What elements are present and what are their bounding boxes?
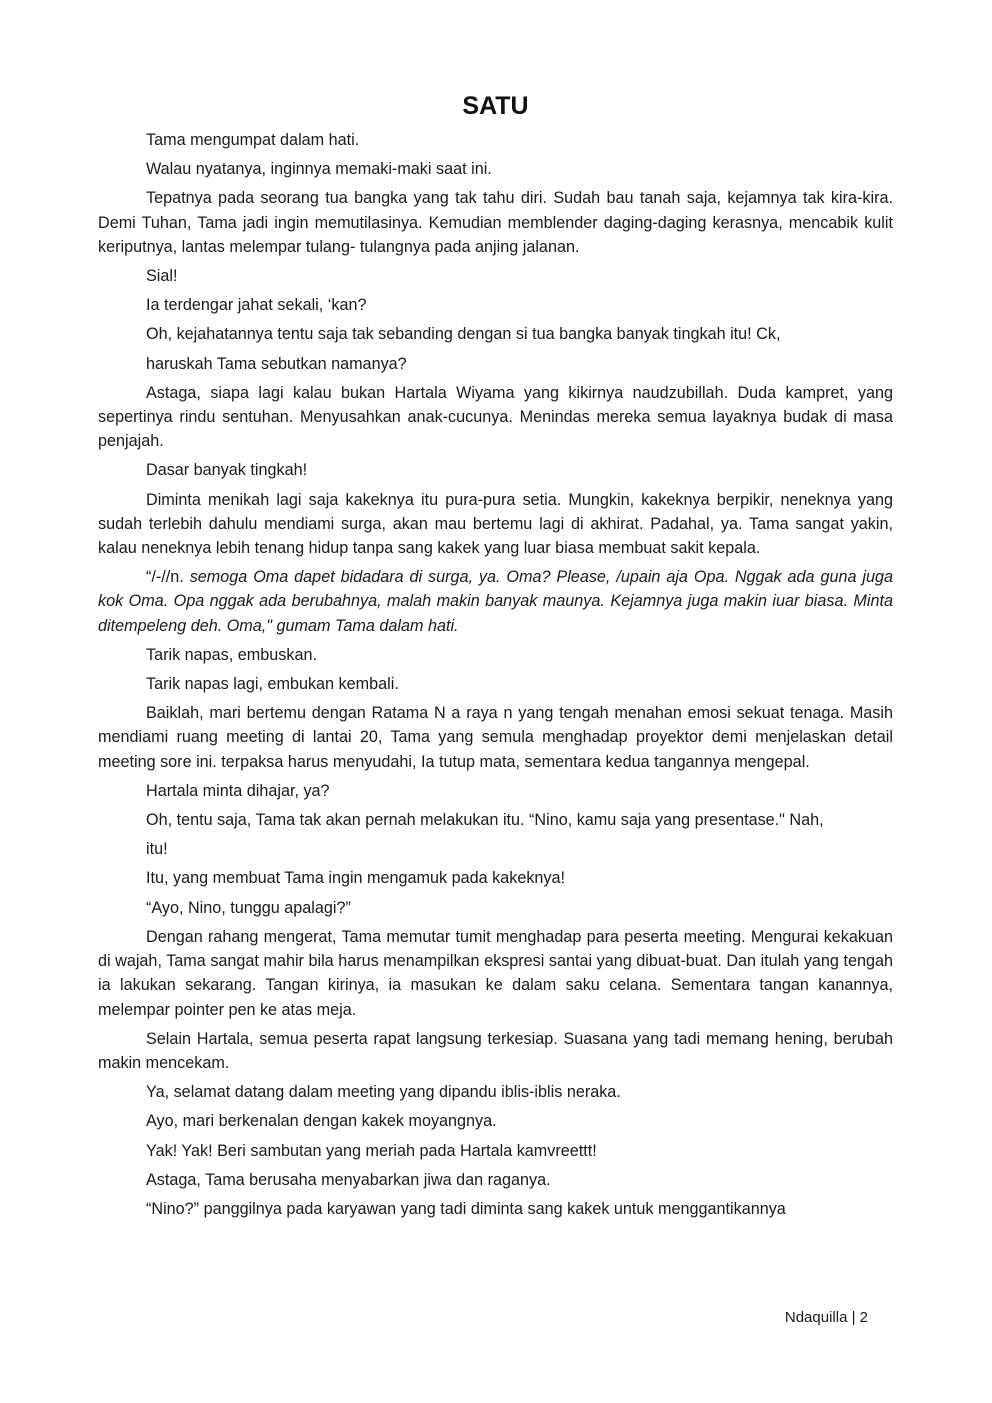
paragraph: “Ayo, Nino, tunggu apalagi?” (146, 898, 351, 917)
page-footer: Ndaquilla | 2 (784, 1309, 868, 1326)
paragraph: Tama mengumpat dalam hati. (146, 131, 360, 149)
paragraph: Diminta menikah lagi saja kakeknya itu pura-pura setia. Mungkin, kakeknya berpikir, neneknya yang sudah terlebih dahulu mendiami surga, akan mau bertemu lagi di akhirat. Padahal, ya. Tama sangat yakin, kalau neneknya lebih tenang hidup tanpa sang kakek yang luar biasa membuat sakit kepala. (98, 490, 893, 558)
document-page (98, 88, 893, 1226)
paragraph: Sial! (146, 267, 178, 286)
paragraph: Oh, tentu saja, Tama tak akan pernah melakukan itu. “Nino, kamu saja yang presentase." Nah, (146, 811, 824, 830)
chapter-title: SATU (462, 92, 529, 120)
paragraph: Walau nyatanya, inginnya memaki-maki saat ini. (146, 160, 492, 179)
paragraph: Selain Hartala, semua peserta rapat langsung terkesiap. Suasana yang tadi memang hening, berubah makin mencekam. (98, 1029, 893, 1072)
paragraph: Astaga, siapa lagi kalau bukan Hartala Wiyama yang kikirnya naudzubillah. Duda kampret, yang sepertinya rindu sentuhan. Menyusahkan anak-cucunya. Menindas mereka semua layaknya budak di masa penjajah. (98, 383, 893, 451)
paragraph: Ia terdengar jahat sekali, ‘kan? (146, 296, 367, 315)
paragraph: itu! (146, 840, 168, 859)
paragraph: Yak! Yak! Beri sambutan yang meriah pada Hartala kamvreettt! (146, 1141, 597, 1160)
paragraph: Ayo, mari berkenalan dengan kakek moyangnya. (146, 1112, 497, 1131)
paragraph: Baiklah, mari bertemu dengan Ratama N a raya n yang tengah menahan emosi sekuat tenaga. Masih mendiami ruang meeting di lantai 20, Tama yang semula menghadap proyektor demi menjelaskan detail meeting sore ini. terpaksa harus menyudahi, Ia tutup mata, sementara kedua tangannya mengepal. (98, 704, 893, 771)
paragraph: Hartala minta dihajar, ya? (146, 781, 330, 800)
paragraph: Astaga, Tama berusaha menyabarkan jiwa dan raganya. (146, 1170, 551, 1189)
paragraph: Oh, kejahatannya tentu saja tak sebanding dengan si tua bangka banyak tingkah itu! Ck, (146, 325, 781, 344)
paragraph: Dasar banyak tingkah! (146, 461, 308, 480)
monologue-lead: “/-//n. (146, 568, 184, 587)
paragraph: “Nino?” panggilnya pada karyawan yang tadi diminta sang kakek untuk menggantikannya (146, 1199, 786, 1218)
paragraph: Tepatnya pada seorang tua bangka yang tak tahu diri. Sudah bau tanah saja, kejamnya tak kira-kira. Demi Tuhan, Tama jadi ingin memutilasinya. Kemudian memblender daging-daging kerasnya, mencabik kulit keriputnya, lantas melempar tulang- tulangnya pada anjing jalanan. (98, 189, 893, 256)
paragraph: Itu, yang membuat Tama ingin mengamuk pada kakeknya! (146, 869, 566, 888)
paragraph: Tarik napas lagi, embukan kembali. (146, 675, 399, 694)
paragraph: Ya, selamat datang dalam meeting yang dipandu iblis-iblis neraka. (146, 1083, 621, 1102)
paragraph: Tarik napas, embuskan. (146, 645, 317, 664)
monologue-text: semoga Oma dapet bidadara di surga, ya. Oma? Please, /upain aja Opa. Nggak ada guna juga kok Oma. Opa nggak ada berubahnya, malah makin banyak maunya. Kejamnya juga makin iuar biasa. Minta ditempeleng deh. Oma," gumam Tama dalam hati. (98, 568, 893, 635)
paragraph: Dengan rahang mengerat, Tama memutar tumit menghadap para peserta meeting. Mengurai kekakuan di wajah, Tama sangat mahir bila harus menampilkan ekspresi santai yang dibuat-buat. Dan itulah yang tengah ia lakukan sekarang. Tangan kirinya, ia masukan ke dalam saku celana. Sementara tangan kanannya, melempar pointer pen ke atas meja. (98, 927, 893, 1019)
paragraph: haruskah Tama sebutkan namanya? (146, 354, 407, 373)
italic-monologue-paragraph (98, 565, 893, 638)
